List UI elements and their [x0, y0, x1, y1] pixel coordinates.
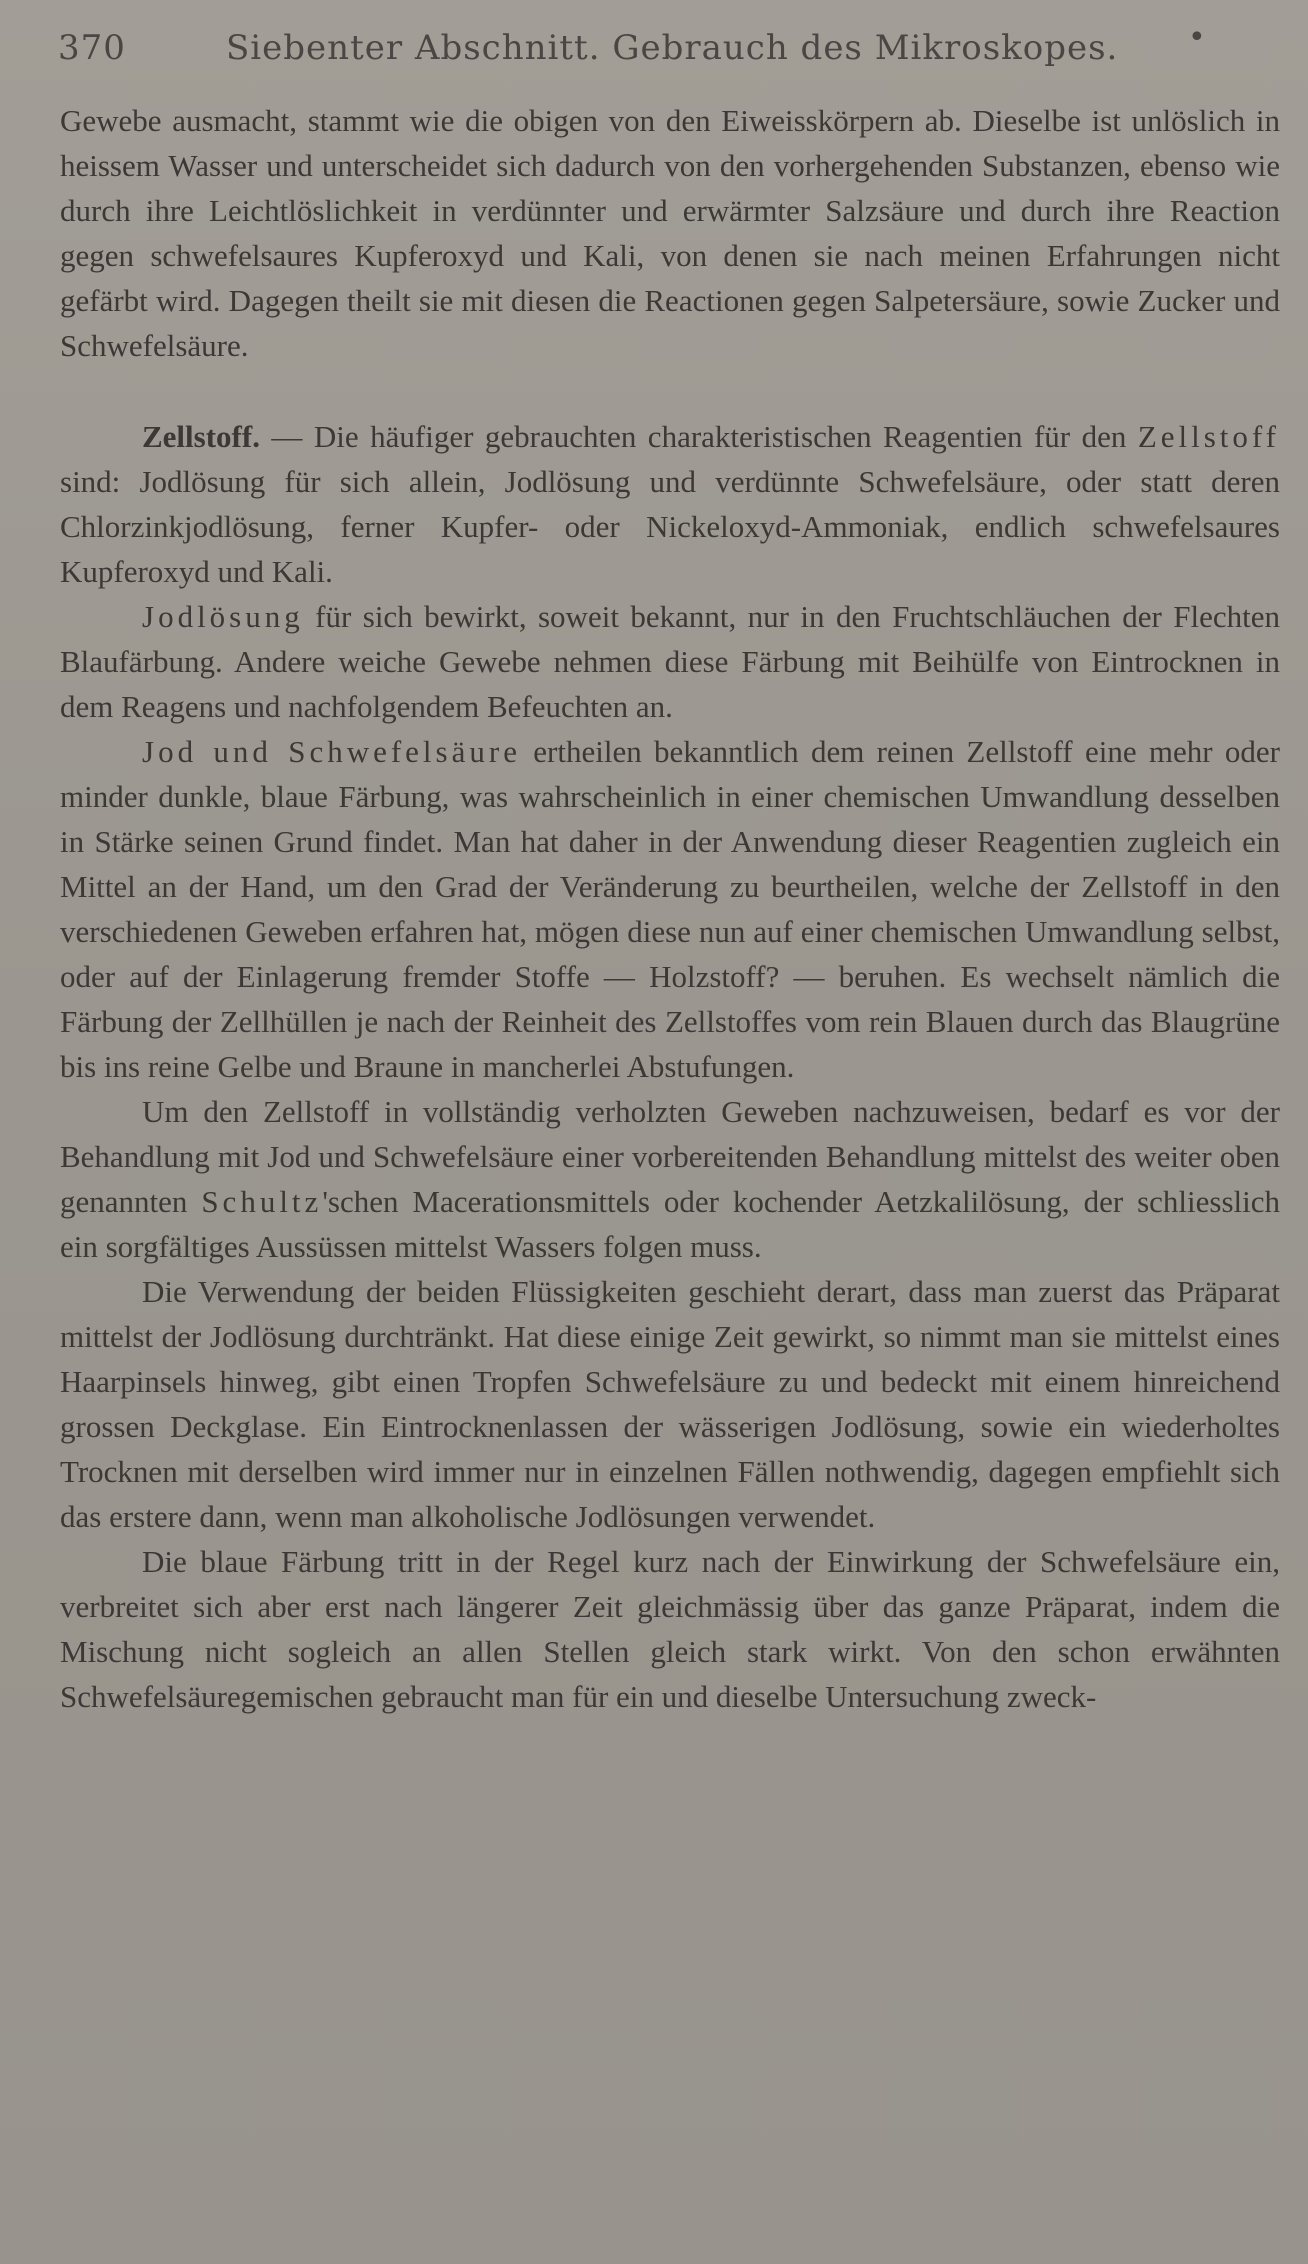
paragraph-continuation: Gewebe ausmacht, stammt wie die obigen von den Eiweisskörpern ab. Dieselbe ist unlöslich in heissem Wasser und unterscheidet sich dadurch von den vorhergehenden Substanzen, ebenso wie durch ihre Leichtlöslichkeit in verdünnter und erwärmter Salzsäure und durch ihre Reaction gegen schwefelsaures Kupferoxyd und Kali, von denen sie nach meinen Erfahrungen nicht gefärbt wird. Dagegen theilt sie mit diesen die Reactionen gegen Salpetersäure, sowie Zucker und Schwefelsäure. — [60, 103, 1280, 363]
paragraph-zellstoff — [60, 414, 1280, 594]
spaced-term: Zellstoff — [1137, 419, 1280, 454]
paragraph-text: für sich bewirkt, soweit bekannt, nur in den Fruchtschläuchen der Flechten Blaufärbung. Andere weiche Gewebe nehmen diese Färbung mit Beihülfe von Eintrocknen in dem Reagens und nachfolgendem Befeuchten an. — [60, 599, 1280, 724]
section-heading: Zellstoff. — [142, 419, 260, 454]
paragraph-text: ertheilen bekanntlich dem reinen Zellstoff eine mehr oder minder dunkle, blaue Färbung, was wahrscheinlich in einer chemischen Umwandlung desselben in Stärke seinen Grund findet. Man hat daher in der Anwendung dieser Reagentien zugleich ein Mittel an der Hand, um den Grad der Veränderung zu beurtheilen, welche der Zellstoff in den verschiedenen Geweben erfahren hat, mögen diese nun auf einer chemischen Umwandlung selbst, oder auf der Einlagerung fremder Stoffe — Holzstoff? — beruhen. Es wechselt nämlich die Färbung der Zellhüllen je nach der Reinheit des Zellstoffes vom rein Blauen durch das Blaugrüne bis ins reine Gelbe und Braune in mancherlei Abstufungen. — [60, 734, 1280, 1084]
paragraph-text: — Die häufiger gebrauchten charakteristischen Reagentien für den — [259, 419, 1138, 454]
paragraph-verwendung: Die Verwendung der beiden Flüssigkeiten geschieht derart, dass man zuerst das Präparat mittelst der Jodlösung durchtränkt. Hat diese einige Zeit gewirkt, so nimmt man sie mittelst eines Haarpinsels hinweg, gibt einen Tropfen Schwefelsäure zu und bedeckt mit einem hinreichend grossen Deckglase. Ein Eintrocknenlassen der wässerigen Jodlösung, sowie ein wiederholtes Trocknen mit derselben wird immer nur in einzelnen Fällen nothwendig, dagegen empfiehlt sich das erstere dann, wenn man alkoholische Jodlösungen verwendet. — [60, 1274, 1280, 1534]
paragraph-text: sind: Jodlösung für sich allein, Jodlösung und verdünnte Schwefelsäure, oder statt deren Chlorzinkjodlösung, ferner Kupfer- oder Nickeloxyd-Ammoniak, endlich schwefelsaures Kupferoxyd und Kali. — [60, 464, 1280, 589]
paragraph-jodloesung — [60, 594, 1280, 729]
paragraph-text: 'schen Macerationsmittels oder kochender Aetzkalilösung, der schliesslich ein sorgfältiges Aussüssen mittelst Wassers folgen muss. — [60, 1184, 1280, 1264]
spaced-term: Schultz — [201, 1184, 323, 1219]
page-body — [60, 98, 1280, 1719]
page-number: 370 — [58, 28, 126, 68]
paragraph-text: Um den Zellstoff in vollständig verholzten Geweben nachzuweisen, bedarf es vor der Behandlung mit Jod und Schwefelsäure einer vorbereitenden Behandlung mittelst des weiter oben genannten — [60, 1094, 1280, 1219]
paragraph-verholzt — [60, 1089, 1280, 1269]
paragraph-jod-schwefelsaeure — [60, 729, 1280, 1089]
section-gap — [60, 368, 1280, 414]
paragraph-blaue-faerbung: Die blaue Färbung tritt in der Regel kurz nach der Einwirkung der Schwefelsäure ein, verbreitet sich aber erst nach längerer Zeit gleichmässig über das ganze Präparat, indem die Mischung nicht sogleich an allen Stellen gleich stark wirkt. Von den schon erwähnten Schwefelsäuregemischen gebraucht man für ein und dieselbe Untersuchung zweck- — [60, 1544, 1280, 1714]
printer-mark: • — [1188, 20, 1207, 55]
running-title: Siebenter Abschnitt. Gebrauch des Mikroskopes. — [226, 28, 1119, 68]
spaced-term: Jod und Schwefelsäure — [142, 734, 521, 769]
spaced-term: Jodlösung — [142, 599, 304, 634]
